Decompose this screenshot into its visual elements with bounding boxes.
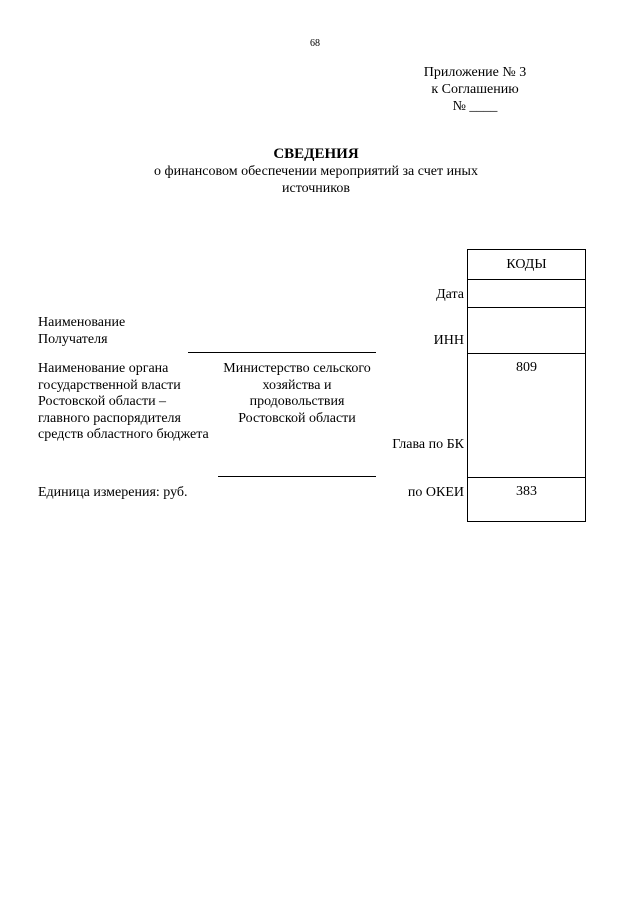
recipient-value-line [188, 352, 376, 353]
appendix-reference [380, 64, 570, 115]
glava-bk-code: 809 [516, 360, 537, 375]
inn-label: ИНН [433, 333, 464, 348]
codes-table [467, 249, 586, 522]
date-label: Дата [436, 287, 464, 302]
appendix-line-3: № ____ [452, 99, 498, 114]
inn-code-cell [468, 308, 585, 354]
authority-label: Наименование органа государственной власти Ростовской области – главного распорядителя средств областного бюджета [38, 361, 209, 442]
okei-code-cell [468, 478, 585, 521]
codes-header: КОДЫ [506, 257, 547, 272]
authority-value-line [218, 476, 376, 477]
appendix-line-1: Приложение № 3 [423, 65, 527, 80]
okei-code: 383 [516, 484, 537, 499]
document-title: СВЕДЕНИЯ [273, 146, 359, 162]
date-code-cell [468, 280, 585, 308]
unit-label: Единица измерения: руб. [38, 485, 188, 500]
page-number: 68 [310, 38, 320, 49]
recipient-label: Наименование Получателя [38, 315, 126, 347]
glava-bk-code-cell [468, 354, 585, 478]
codes-header-cell [468, 250, 585, 280]
okei-label: по ОКЕИ [407, 485, 464, 500]
glava-bk-label: Глава по БК [392, 437, 464, 452]
appendix-line-2: к Соглашению [431, 82, 519, 97]
authority-value: Министерство сельского хозяйства и продовольствия Ростовской области [223, 361, 371, 426]
document-subtitle: о финансовом обеспечении мероприятий за счет иных источников [154, 164, 478, 196]
